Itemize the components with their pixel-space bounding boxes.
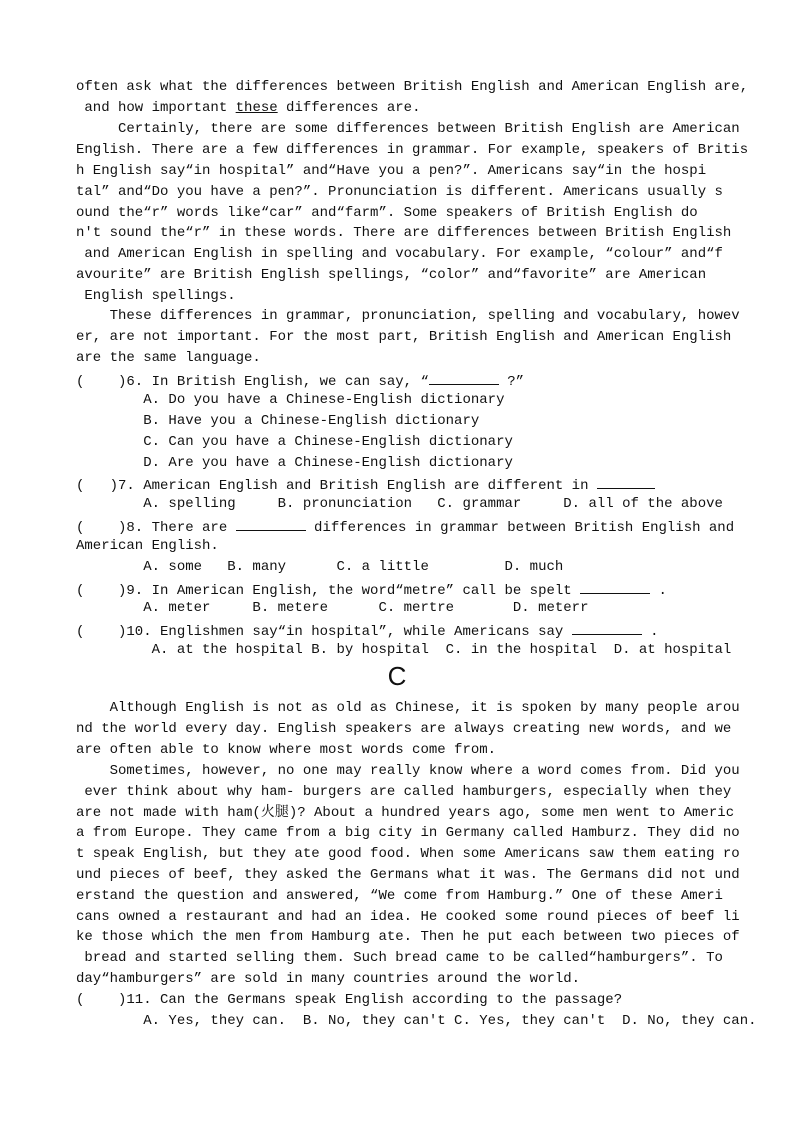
- question-8-stem: [76, 517, 734, 537]
- passage-line: day“hamburgers” are sold in many countries around the world.: [76, 971, 581, 987]
- text-span: ( )9. In American English, the word“metre” call be spelt: [76, 583, 581, 599]
- section-c-heading: C: [387, 661, 407, 691]
- question-8-stem-cont: American English.: [76, 538, 219, 554]
- passage-line: Certainly, there are some differences between British English are American: [76, 121, 740, 137]
- passage-line: ke those which the men from Hamburg ate. Then he put each between two pieces of: [76, 929, 740, 945]
- text-span: differences are.: [277, 100, 421, 116]
- passage-line: erstand the question and answered, “We come from Hamburg.” One of these Ameri: [76, 888, 723, 904]
- answer-blank: [572, 621, 642, 635]
- question-9-options: A. meter B. metere C. mertre D. meterr: [76, 600, 589, 616]
- answer-blank: [580, 580, 650, 594]
- text-span: ( )10. Englishmen say“in hospital”, while Americans say: [76, 624, 572, 640]
- question-10-stem: [76, 621, 659, 641]
- passage-line: English. There are a few differences in grammar. For example, speakers of Britis: [76, 142, 749, 158]
- question-11-options: A. Yes, they can. B. No, they can't C. Yes, they can't D. No, they can.: [76, 1013, 757, 1029]
- question-7-options: A. spelling B. pronunciation C. grammar D. all of the above: [76, 496, 723, 512]
- text-span: ?”: [498, 374, 525, 390]
- passage-line: nd the world every day. English speakers are always creating new words, and we: [76, 721, 732, 737]
- passage-line: Sometimes, however, no one may really know where a word comes from. Did you: [76, 763, 740, 779]
- text-span: .: [641, 624, 659, 640]
- text-span: ( )7. American English and British English are different in: [76, 478, 597, 494]
- passage-line: er, are not important. For the most part, British English and American English: [76, 329, 732, 345]
- passage-line: und pieces of beef, they asked the Germans what it was. The Germans did not und: [76, 867, 740, 883]
- passage-line: are often able to know where most words come from.: [76, 742, 497, 758]
- passage-line: cans owned a restaurant and had an idea. He cooked some round pieces of beef li: [76, 909, 740, 925]
- question-9-stem: [76, 580, 667, 600]
- passage-line: [76, 100, 420, 117]
- passage-line: t speak English, but they ate good food. When some Americans saw them eating ro: [76, 846, 740, 862]
- passage-line: h English say“in hospital” and“Have you a pen?”. Americans say“in the hospi: [76, 163, 707, 179]
- passage-line: a from Europe. They came from a big city in Germany called Hamburz. They did no: [76, 825, 740, 841]
- question-6-option-b: B. Have you a Chinese-English dictionary: [76, 413, 480, 429]
- passage-line: are not made with ham(火腿)? About a hundred years ago, some men went to Americ: [76, 805, 735, 821]
- passage-line: These differences in grammar, pronunciation, spelling and vocabulary, howev: [76, 308, 740, 324]
- question-6-option-d: D. Are you have a Chinese-English dictionary: [76, 455, 513, 471]
- question-7-stem: [76, 475, 655, 495]
- underlined-word: these: [235, 100, 278, 116]
- answer-blank: [236, 517, 306, 531]
- question-11-stem: ( )11. Can the Germans speak English according to the passage?: [76, 992, 623, 1008]
- text-span: ( )8. There are: [76, 520, 236, 536]
- passage-line: English spellings.: [76, 288, 236, 304]
- passage-line: are the same language.: [76, 350, 261, 366]
- passage-line: bread and started selling them. Such bread came to be called“hamburgers”. To: [76, 950, 723, 966]
- question-6-option-c: C. Can you have a Chinese-English dictionary: [76, 434, 513, 450]
- text-span: and how important: [76, 100, 236, 116]
- answer-blank: [597, 475, 655, 489]
- passage-line: tal” and“Do you have a pen?”. Pronunciation is different. Americans usually s: [76, 184, 723, 200]
- passage-line: ound the“r” words like“car” and“farm”. Some speakers of British English do: [76, 205, 698, 221]
- passage-line: n't sound the“r” in these words. There are differences between British English: [76, 225, 732, 241]
- question-8-options: A. some B. many C. a little D. much: [76, 559, 564, 575]
- question-6-option-a: A. Do you have a Chinese-English dictionary: [76, 392, 505, 408]
- text-span: .: [650, 583, 667, 599]
- text-span: ( )6. In British English, we can say, “: [76, 374, 429, 390]
- passage-line: ever think about why ham- burgers are called hamburgers, especially when they: [76, 784, 732, 800]
- passage-line: and American English in spelling and vocabulary. For example, “colour” and“f: [76, 246, 723, 262]
- question-6-stem: [76, 371, 524, 391]
- text-span: differences in grammar between British English and: [305, 520, 735, 536]
- passage-line: Although English is not as old as Chinese, it is spoken by many people arou: [76, 700, 740, 716]
- passage-line: avourite” are British English spellings, “color” and“favorite” are American: [76, 267, 707, 283]
- passage-line: often ask what the differences between British English and American English are,: [76, 79, 749, 95]
- answer-blank: [429, 371, 499, 385]
- question-10-options: A. at the hospital B. by hospital C. in the hospital D. at hospital: [76, 642, 732, 658]
